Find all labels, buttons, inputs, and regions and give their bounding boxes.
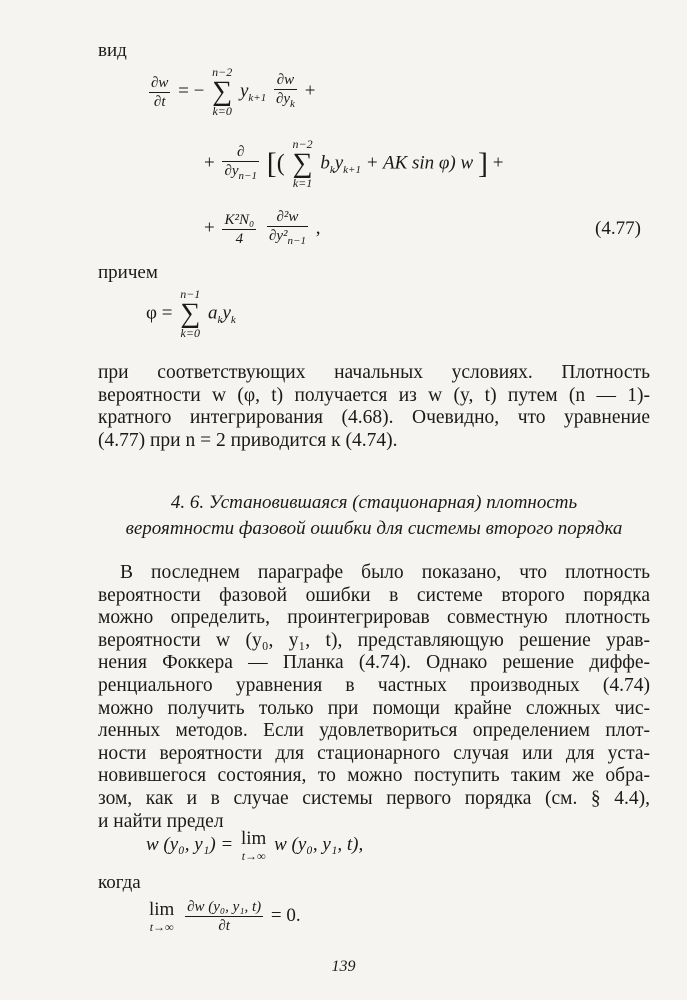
fraction-d-dyn1: $\frac{\partial}{\partial y_{n-1}}$ bbox=[222, 143, 259, 185]
fraction-k2n0-4: $\frac{\text{K²N₀}}{4}$ bbox=[224, 211, 255, 247]
sum-sign: n−2 ∑ k=0 bbox=[212, 65, 233, 118]
text-line: (4.77) при n = 2 приводится к (4.74). bbox=[98, 429, 398, 451]
section-heading-line-2: вероятности фазовой ошибки для системы второго порядка bbox=[125, 518, 623, 539]
text-line: зом, как и в случае системы первого порядка (см. § 4.4), bbox=[98, 787, 650, 809]
word-prichem: причем bbox=[98, 262, 158, 283]
lim-operator: lim t→∞ bbox=[240, 828, 267, 863]
paragraph-1 bbox=[98, 362, 650, 452]
text-line: можно определить, проинтегрировав совместную плотность bbox=[98, 607, 650, 629]
text-line: вероятности w (y₀, y₁, t), представляющую решение урав- bbox=[98, 629, 650, 651]
text-line: ленных методов. Если удовлетвориться определением плот- bbox=[98, 720, 650, 742]
sum-sign: n−2 ∑ k=1 bbox=[292, 137, 313, 190]
page-number: 139 bbox=[331, 958, 356, 975]
section-heading bbox=[98, 490, 650, 542]
fraction-dw-dt: $\frac{\text{∂w (y₀, y₁, t)}}{\partial t}$ bbox=[187, 899, 262, 934]
word-vid: вид bbox=[98, 40, 127, 61]
lim-operator: lim t→∞ bbox=[149, 899, 175, 934]
fraction-dw-dyk: $\frac{\partial w}{\partial y_k}$ bbox=[274, 71, 297, 113]
fraction-d2w-dy2: $\frac{\text{∂²w}}{\partial y^2_{n-1}}$ bbox=[267, 208, 308, 250]
text-line: вероятности w (φ, t) получается из w (y, t) путем (n — 1)- bbox=[98, 384, 650, 406]
text-line: можно получить только при помощи крайне сложных чис- bbox=[98, 697, 650, 719]
equation-4-77-line-1: $\frac{\partial w}{\partial t}$ = − n−2 ∑ k=0 $y_{k+1}$ $\frac{\partial w}{\partial y_k}$ + bbox=[151, 65, 316, 118]
equation-phi: φ = n−1 ∑ k=0 $a_ky_k$ bbox=[146, 287, 236, 340]
equation-limit-1: w (y₀, y₁) = lim t→∞ w (y₀, y₁, t), bbox=[146, 828, 364, 863]
section-heading-line-1: 4. 6. Установившаяся (стационарная) плотность bbox=[170, 492, 578, 513]
sum-sign: n−1 ∑ k=0 bbox=[180, 287, 201, 340]
text-line: ренциального уравнения в частных производных (4.74) bbox=[98, 674, 650, 696]
text-line: вероятности фазовой ошибки в системе второго порядка bbox=[98, 584, 650, 606]
paragraph-2 bbox=[98, 562, 650, 833]
text-line: при соответствующих начальных условиях. Плотность bbox=[98, 362, 650, 383]
equation-4-77-line-2: + $\frac{\partial}{\partial y_{n-1}}$ [( n−2 ∑ k=1 $b_ky_{k+1}$ + AK sin φ) w ] + bbox=[204, 137, 504, 190]
equation-4-77-line-3: + $\frac{\text{K²N₀}}{4}$ $\frac{\text{∂²w}}{\partial y^2_{n-1}}$ , bbox=[204, 208, 320, 250]
equation-limit-2: lim t→∞ $\frac{\text{∂w (y₀, y₁, t)}}{\partial t}$ = 0. bbox=[149, 899, 301, 934]
text-line: кратного интегрирования (4.68). Очевидно, что уравнение bbox=[98, 407, 650, 429]
text-line: новившегося состояния, то можно поступить таким же обра- bbox=[98, 765, 650, 787]
equation-number: (4.77) bbox=[595, 218, 641, 239]
text-line: и найти предел bbox=[98, 810, 224, 832]
text-line: нения Фоккера — Планка (4.74). Однако решение диффе- bbox=[98, 652, 650, 674]
fraction-dw-dt: $\frac{\partial w}{\partial t}$ bbox=[151, 74, 169, 110]
text-line: В последнем параграфе было показано, что плотность bbox=[120, 562, 650, 583]
text-line: ности вероятности для стационарного случая или для уста- bbox=[98, 742, 650, 764]
word-kogda: когда bbox=[98, 872, 141, 893]
